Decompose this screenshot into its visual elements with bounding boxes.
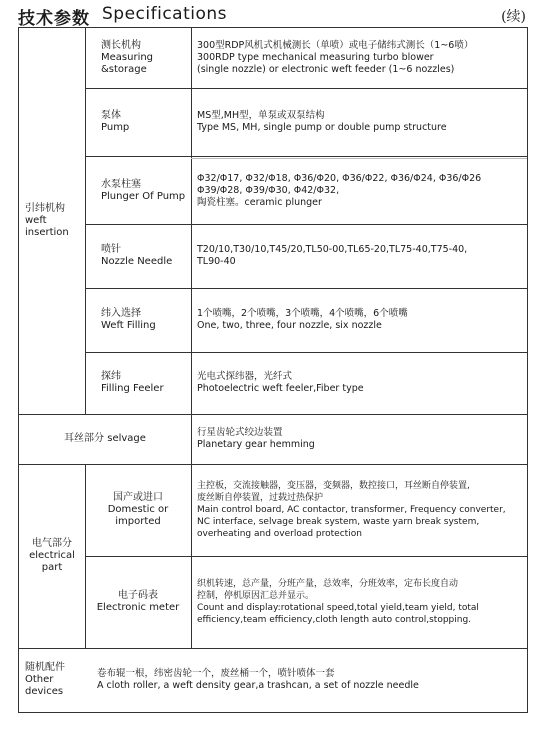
group-label-en: weft bbox=[25, 215, 47, 226]
label-en: Nozzle Needle bbox=[101, 256, 173, 267]
label-en: devices bbox=[25, 686, 64, 697]
row-value-pump bbox=[197, 88, 525, 156]
row-value-filling-feeler bbox=[197, 352, 525, 414]
label-cn: 纬入选择 bbox=[101, 308, 141, 319]
spec-line: overheating and overload protection bbox=[197, 529, 362, 539]
spec-line: 主控板，交流接触器，变压器，变频器，数控接口，耳丝断自停装置, bbox=[197, 481, 470, 491]
label-en: &storage bbox=[101, 64, 147, 75]
row-label-weft-filling bbox=[101, 288, 189, 352]
label-cn: 电子码表 bbox=[118, 590, 158, 601]
label-cn: 国产或进口 bbox=[113, 492, 163, 503]
group-label-en: part bbox=[41, 562, 63, 573]
group-label-en: electrical bbox=[29, 550, 75, 561]
specifications-table bbox=[18, 27, 528, 713]
label-en: Filling Feeler bbox=[101, 383, 164, 394]
row-value-accessories bbox=[97, 648, 525, 712]
label-cn: 泵体 bbox=[101, 110, 121, 121]
label-cn: 水泵柱塞 bbox=[101, 179, 141, 190]
row-value-nozzle-needle bbox=[197, 224, 525, 288]
row-label-filling-feeler bbox=[101, 352, 189, 414]
spec-line: 光电式探纬器，光纤式 bbox=[197, 371, 293, 382]
spec-line: Planetary gear hemming bbox=[197, 439, 315, 450]
row-value-electronic-meter bbox=[197, 556, 525, 648]
spec-line: 行星齿轮式绞边装置 bbox=[197, 427, 283, 438]
label-cn: 喷针 bbox=[101, 244, 121, 255]
group-label-cn: 电气部分 bbox=[32, 538, 72, 549]
spec-line: One, two, three, four nozzle, six nozzle bbox=[197, 320, 382, 331]
label-en: Weft Filling bbox=[101, 320, 156, 331]
spec-line: Type MS, MH, single pump or double pump structure bbox=[197, 122, 447, 133]
row-divider bbox=[85, 156, 527, 157]
label-en: Domestic or bbox=[107, 504, 169, 515]
spec-line: Main control board, AC contactor, transformer, Frequency converter, bbox=[197, 505, 506, 515]
continued-marker: (续) bbox=[501, 9, 526, 25]
spec-line: 300型RDP风机式机械测长（单喷）或电子储纬式测长（1~6喷） bbox=[197, 40, 474, 51]
label-en: imported bbox=[115, 516, 161, 527]
spec-line: 陶瓷柱塞。ceramic plunger bbox=[197, 197, 322, 208]
row-value-weft-filling bbox=[197, 288, 525, 352]
label-cn: 测长机构 bbox=[101, 40, 141, 51]
row-label-accessories bbox=[25, 648, 95, 712]
spec-line: 废丝断自停装置，过载过热保护 bbox=[197, 493, 324, 503]
row-value-plunger bbox=[197, 158, 525, 224]
spec-line: Count and display:rotational speed,total yield,team yield, total bbox=[197, 603, 479, 613]
col-divider-label bbox=[191, 28, 192, 648]
spec-line: 300RDP type mechanical measuring turbo blower bbox=[197, 52, 434, 63]
label-en: Pump bbox=[101, 122, 130, 133]
col-divider-group bbox=[85, 28, 86, 414]
spec-line: NC interface, selvage break system, waste yarn break system, bbox=[197, 517, 480, 527]
row-value-selvage bbox=[197, 414, 525, 464]
page-header bbox=[18, 4, 526, 29]
row-label-electronic-meter bbox=[85, 556, 191, 648]
spec-line: TL90-40 bbox=[197, 256, 236, 267]
row-value-measuring-storage bbox=[197, 28, 525, 88]
spec-line: 1个喷嘴，2个喷嘴，3个喷嘴，4个喷嘴，6个喷嘴 bbox=[197, 308, 408, 319]
spec-line: A cloth roller, a weft density gear,a trashcan, a set of nozzle needle bbox=[97, 680, 419, 691]
group-label-weft-insertion bbox=[25, 28, 83, 414]
spec-line: Φ39/Φ28, Φ39/Φ30, Φ42/Φ32, bbox=[197, 185, 340, 196]
group-label-en: insertion bbox=[25, 227, 69, 238]
row-label-nozzle-needle bbox=[101, 224, 189, 288]
spec-line: 卷布辊一根，纬密齿轮一个，废丝桶一个，喷针喷体一套 bbox=[97, 668, 335, 679]
spec-line: MS型,MH型，单泵或双泵结构 bbox=[197, 110, 325, 121]
spec-line: 控制，停机原因汇总并显示。 bbox=[197, 591, 315, 601]
spec-line: Photoelectric weft feeler,Fiber type bbox=[197, 383, 364, 394]
group-label-cn: 引纬机构 bbox=[25, 203, 65, 214]
label-en: Plunger Of Pump bbox=[101, 191, 186, 202]
spec-line: T20/10,T30/10,T45/20,TL50-00,TL65-20,TL75-40,T75-40, bbox=[197, 244, 468, 255]
row-label-domestic-imported bbox=[85, 464, 191, 556]
spec-line: Φ32/Φ17, Φ32/Φ18, Φ36/Φ20, Φ36/Φ22, Φ36/Φ24, Φ36/Φ26 bbox=[197, 173, 482, 184]
row-value-domestic-imported bbox=[197, 464, 525, 556]
row-label-selvage bbox=[19, 414, 191, 464]
label-en: Other bbox=[25, 674, 54, 685]
title-english: Specifications bbox=[102, 4, 228, 24]
row-label-pump bbox=[101, 88, 189, 156]
group-label-electrical bbox=[19, 464, 85, 648]
label-cn: 随机配件 bbox=[25, 662, 65, 673]
spec-line: 织机转速，总产量，分班产量，总效率，分班效率，定布长度自动 bbox=[197, 579, 459, 589]
label-selvage: 耳丝部分 selvage bbox=[64, 433, 146, 444]
label-cn: 探纬 bbox=[101, 371, 121, 382]
label-en: Electronic meter bbox=[96, 602, 180, 613]
spec-line: efficiency,team efficiency,cloth length auto control,stopping. bbox=[197, 615, 472, 625]
spec-line: (single nozzle) or electronic weft feeder (1~6 nozzles) bbox=[197, 64, 455, 75]
label-en: Measuring bbox=[101, 52, 154, 63]
title-chinese: 技术参数 bbox=[18, 9, 90, 29]
row-label-plunger bbox=[101, 158, 189, 224]
row-label-measuring-storage bbox=[101, 28, 189, 88]
